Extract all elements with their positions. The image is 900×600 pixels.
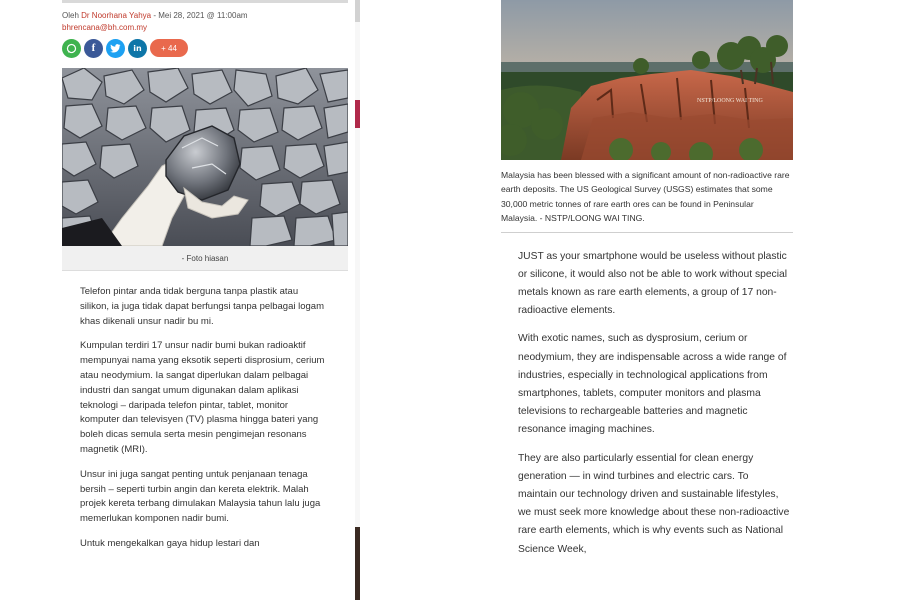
author-link[interactable]: Dr Noorhana Yahya xyxy=(81,11,152,20)
top-divider xyxy=(62,0,348,3)
rock-photo xyxy=(62,68,348,246)
photo-caption: - Foto hiasan xyxy=(62,246,348,271)
paragraph: Telefon pintar anda tidak berguna tanpa plastik atau silikon, ia juga tidak dapat berfungsi tanpa pelbagai logam khas dikenali unsur nadir bu mi. xyxy=(80,286,324,327)
twitter-share-button[interactable] xyxy=(106,39,125,58)
whatsapp-icon xyxy=(66,43,77,54)
paragraph: JUST as your smartphone would be useless without plastic or silicone, it would also not be able to work without special metals known as rare earth elements, a group of 17 non-radioactive elements. xyxy=(518,250,788,317)
column-separator xyxy=(355,0,360,600)
separator-marker xyxy=(355,100,360,128)
paragraph: With exotic names, such as dysprosium, cerium or neodymium, they are indispensable across a wide range of industries, especially in technological applications from smartphones, tablets, computer monitors and plasma televisions to rechargeable batteries and magnetic resonance imaging machines. xyxy=(518,333,787,436)
author-email-link[interactable]: bhrencana@bh.com.my xyxy=(62,23,148,32)
more-share-button[interactable] xyxy=(150,39,188,57)
twitter-icon xyxy=(110,44,121,53)
linkedin-share-button[interactable] xyxy=(128,39,147,58)
left-article xyxy=(62,0,348,600)
separator-marker xyxy=(355,0,360,22)
paragraph: Unsur ini juga sangat penting untuk penjanaan tenaga bersih – seperti turbin angin dan kereta elektrik. Malah projek kereta terbang dimulakan Malaysia tahun lalu juga memerlukan komponen nadir bumi. xyxy=(80,468,321,525)
byline xyxy=(62,10,348,21)
whatsapp-share-button[interactable] xyxy=(62,39,81,58)
facebook-icon: f xyxy=(91,42,96,54)
article-body-english xyxy=(501,233,794,559)
image-watermark: NSTP/LOONG WAI TING xyxy=(697,98,763,104)
facebook-share-button[interactable] xyxy=(84,39,103,58)
publish-date: - Mei 28, 2021 @ 11:00am xyxy=(151,11,248,20)
more-share-label: + 44 xyxy=(161,43,177,53)
linkedin-icon: in xyxy=(133,43,142,53)
share-bar xyxy=(62,38,348,58)
paragraph: They are also particularly essential for clean energy generation — in wind turbines and electric cars. To maintain our technology driven and sustainable lifestyles, we must seek more knowledge about these non-radioactive rare earth elements, which is why events such as National Science Week, xyxy=(518,452,790,555)
landscape-photo xyxy=(501,0,793,160)
byline-prefix: Oleh xyxy=(62,11,82,20)
paragraph: Untuk mengekalkan gaya hidup lestari dan xyxy=(80,537,260,549)
photo-caption: Malaysia has been blessed with a significant amount of non-radioactive rare earth deposits. The US Geological Survey (USGS) estimates that some 30,000 metric tonnes of rare earth ores can be found in Peninsular Malaysia. - NSTP/LOONG WAI TING. xyxy=(501,170,790,224)
right-article xyxy=(501,0,794,600)
separator-marker xyxy=(355,527,360,600)
article-body-malay xyxy=(62,271,348,552)
paragraph: Kumpulan terdiri 17 unsur nadir bumi bukan radioaktif mempunyai nama yang eksotik seperti disprosium, cerium atau neodymium. Ia sangat diperlukan dalam pelbagai industri dan sangat umum digunakan dalam aplikasi teknologi – daripada telefon pintar, tablet, monitor komputer dan televisyen (TV) plasma hingga bateri yang boleh dicas semula serta mesin pengimejan resonans magnetik (MRI). xyxy=(80,340,325,455)
